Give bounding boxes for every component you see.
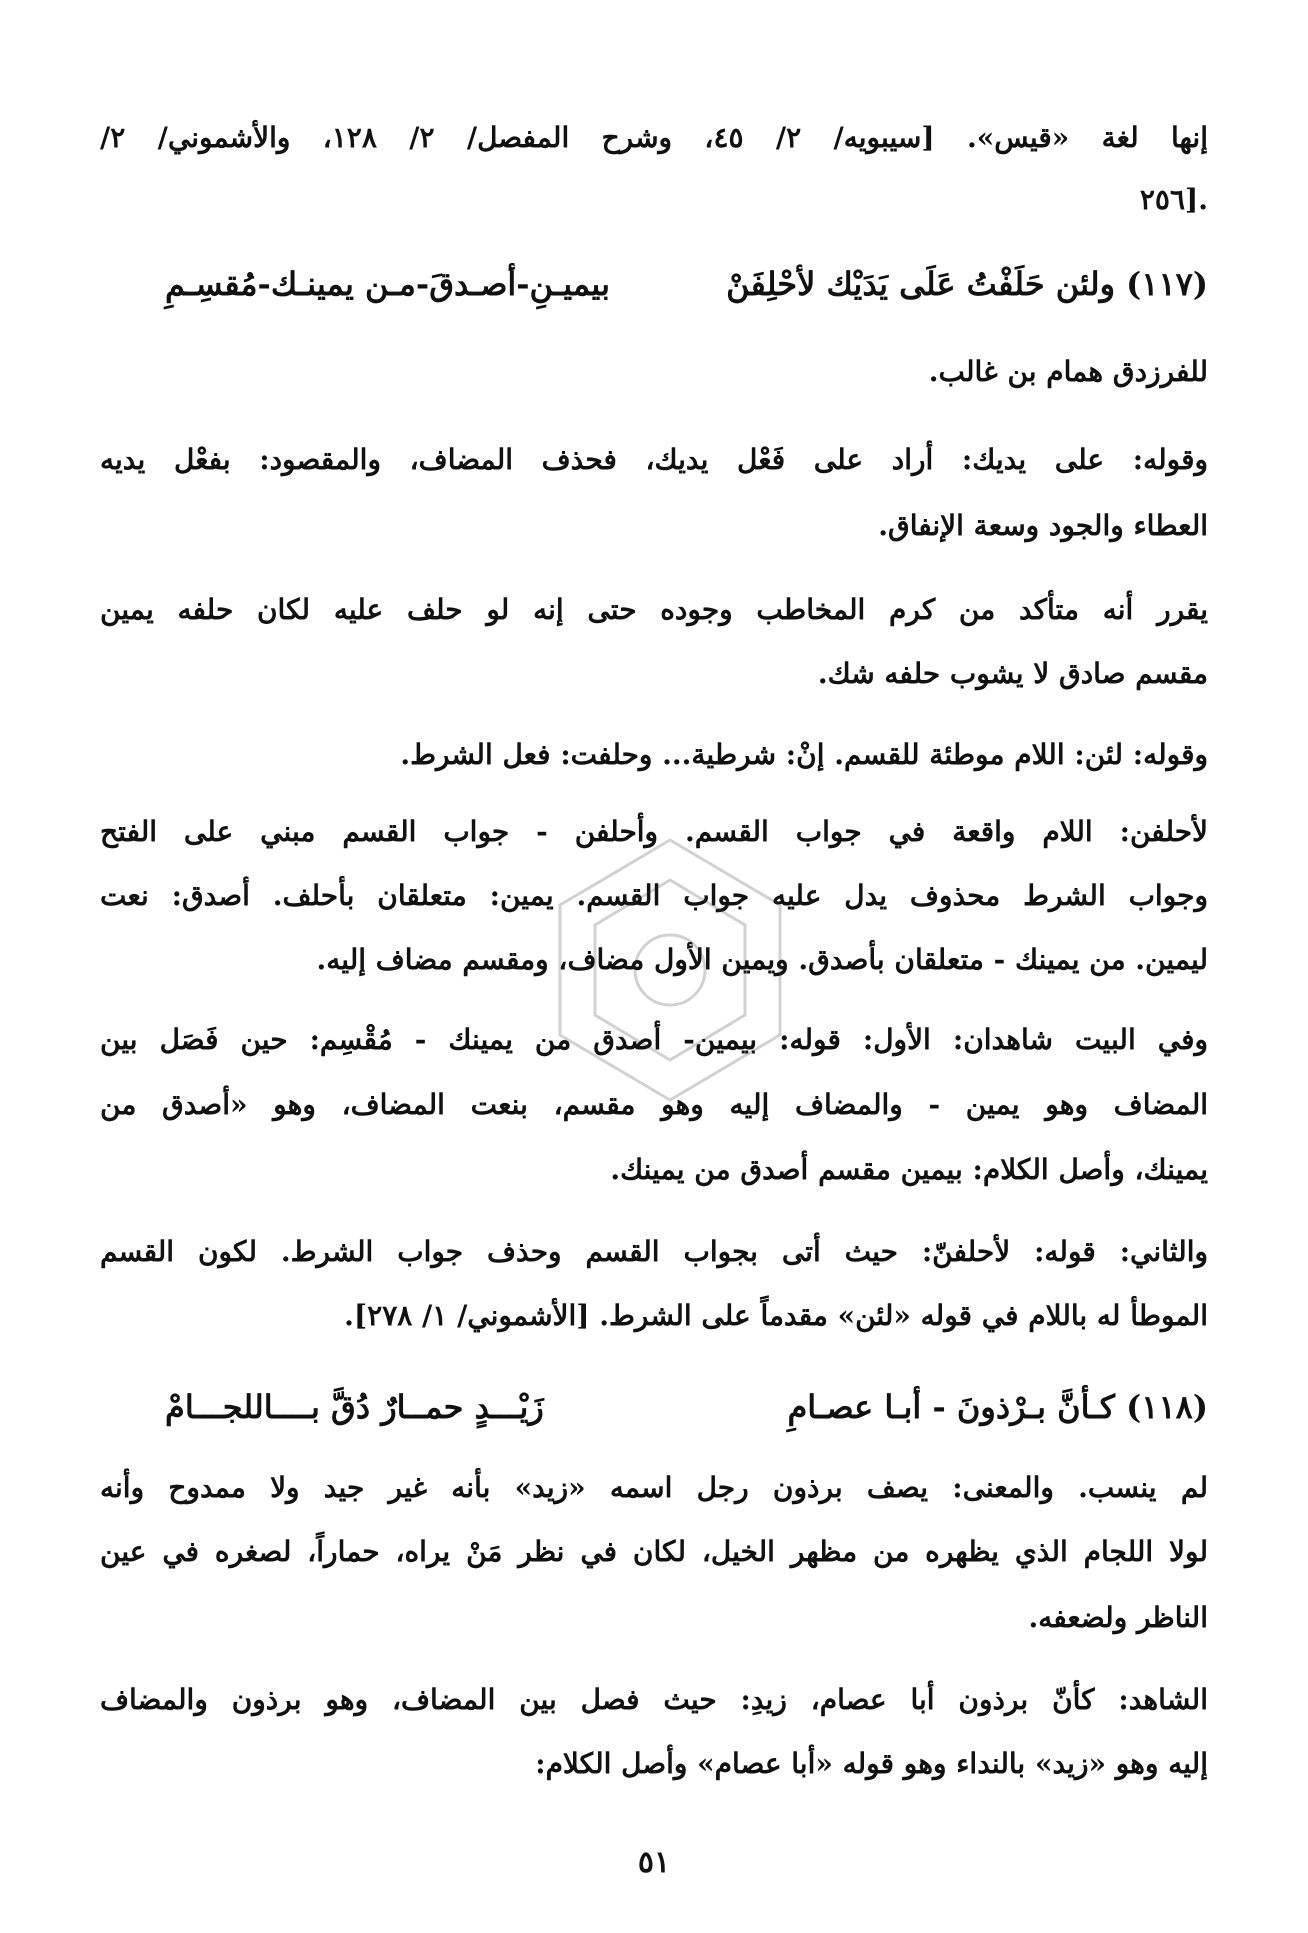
text-line-9: لأحلفن: اللام واقعة في جواب القسم. وأحلفن - جواب القسم مبني على الفتح (100, 815, 1208, 848)
verse-v118-first-half: (١١٨) كـأنَّ بـرْذونَ - أبـا عصـامِ (787, 1388, 1208, 1426)
text-line-21: إليه وهو «زيد» بالنداء وهو قوله «أبا عصام» وأصل الكلام: (535, 1747, 1208, 1780)
text-line-16: الموطأ له باللام في قوله «لئن» مقدماً على الشرط. [الأشموني/ ١/ ٢٧٨]. (344, 1299, 1208, 1332)
text-line-7: مقسم صادق لا يشوب حلفه شك. (817, 657, 1208, 690)
page-number: ٥١ (637, 1845, 671, 1880)
verse-v117-first-half: (١١٧) ولئن حَلَفْتُ عَلَى يَدَيْك لأحْلِفَنْ (726, 265, 1208, 303)
text-line-14: يمينك، وأصل الكلام: بيمين مقسم أصدق من يمينك. (610, 1153, 1208, 1186)
text-line-3: للفرزدق همام بن غالب. (928, 355, 1208, 388)
verse-v117-second-half: بيميـنِ-أصـدقَ-مـن يمينـك-مُقسِـمِ (165, 265, 610, 303)
text-line-5: العطاء والجود وسعة الإنفاق. (878, 509, 1208, 542)
text-line-1: إنها لغة «قيس». [سيبويه/ ٢/ ٤٥، وشرح المفصل/ ٢/ ١٢٨، والأشموني/ ٢/ (100, 121, 1208, 154)
text-line-4: وقوله: على يديك: أراد على فَعْل يديك، فحذف المضاف، والمقصود: بفعْل يديه (100, 443, 1208, 476)
text-line-20: الشاهد: كأنّ برذون أبا عصام، زيدِ: حيث فصل بين المضاف، وهو برذون والمضاف (100, 1683, 1208, 1716)
text-line-12: وفي البيت شاهدان: الأول: قوله: بيمين- أصدق من يمينك - مُقْسِم: حين فَصَل بين (100, 1023, 1208, 1056)
text-line-8: وقوله: لئن: اللام موطئة للقسم. إنْ: شرطية... وحلفت: فعل الشرط. (400, 738, 1208, 771)
text-line-15: والثاني: قوله: لأحلفنّ: حيث أتى بجواب القسم وحذف جواب الشرط. لكون القسم (100, 1235, 1208, 1268)
text-line-2: .[٢٥٦ (1139, 183, 1208, 216)
watermark-seal-icon (520, 820, 820, 1120)
text-line-6: يقرر أنه متأكد من كرم المخاطب وجوده حتى إنه لو حلف عليه لكان حلفه يمين (100, 593, 1208, 626)
text-line-19: الناظر ولضعفه. (1028, 1601, 1208, 1634)
text-line-11: ليمين. من يمينك - متعلقان بأصدق. ويمين الأول مضاف، ومقسم مضاف إليه. (316, 943, 1208, 976)
text-line-18: لولا اللجام الذي يظهره من مظهر الخيل، لكان في نظر مَنْ يراه، حماراً، لصغره في عين (100, 1535, 1208, 1568)
text-line-13: المضاف وهو يمين - والمضاف إليه وهو مقسم، بنعت المضاف، وهو «أصدق من (100, 1088, 1208, 1121)
verse-v118-second-half: زَيْـــدٍ حمــارٌ دُقَّ بــــاللجـــامْ (165, 1388, 544, 1426)
text-line-10: وجواب الشرط محذوف يدل عليه جواب القسم. يمين: متعلقان بأحلف. أصدق: نعت (100, 879, 1208, 912)
text-line-17: لم ينسب. والمعنى: يصف برذون رجل اسمه «زيد» بأنه غير جيد ولا ممدوح وأنه (100, 1471, 1208, 1504)
